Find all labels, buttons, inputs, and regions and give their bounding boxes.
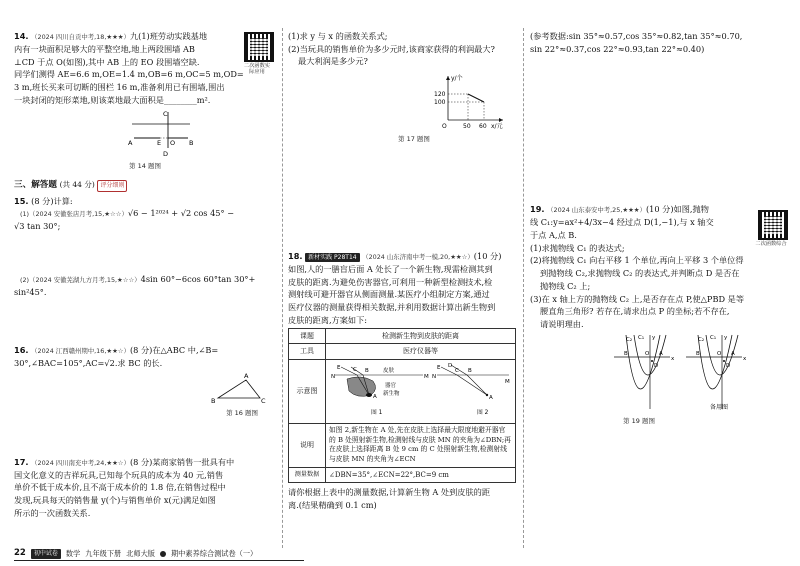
question-text: (8 分)在△ABC 中,∠B= [129,345,219,356]
graph-label: B [624,350,628,357]
point-label: O [170,139,176,148]
diagram-figures [327,361,513,419]
point-label: B [189,139,194,148]
point-label: E [157,139,162,148]
page-number: 22 [14,548,26,559]
footer-rule [14,560,304,561]
question-part: 腰直角三角形? 若存在,请求出点 P 的坐标;若不存在, [540,306,730,317]
part-1 [14,207,276,220]
graph-label: O [717,350,722,357]
figure-label: D [448,362,453,369]
spare-graph [686,335,747,411]
qr-code[interactable] [244,32,274,62]
section-header [14,178,276,192]
question-number: 19. [530,204,545,215]
section-title: 三、解答题 [14,180,57,191]
question-text: 同学们测得 AE=6.6 m,OE=1.4 m,OB=6 m,OC=5 m,OD= [14,69,244,80]
qr-caption: 二次函数综合 [755,241,787,247]
graph-label: y [724,334,728,341]
question-text: 于点 A,点 B. [530,230,577,241]
graph-label: C₁ [710,334,717,341]
figure-label: E [437,364,441,371]
expression: √6 − 1²⁰²⁴ + √2 cos 45° − [127,208,235,219]
main-graph [614,335,675,409]
footer-subject: 数学 [65,549,81,559]
table-row [289,423,516,467]
brand-logo: 初中试卷 [31,549,61,558]
question-text: 九(1)班劳动实践基地 [129,31,208,41]
figure-caption: 第 19 题图 [623,417,655,426]
figure-label: N [432,373,437,380]
question-number: 18. [288,250,303,261]
question-18-tail [288,486,516,511]
tick-label: 60 [479,123,487,131]
figure-caption: 图 2 [477,409,489,416]
figure-label: C [455,367,459,374]
graph-label: O [645,350,650,357]
question-part: 最大利润是多少元? [298,56,368,67]
reference-data [530,30,788,55]
graph-label: C₂ [698,336,705,343]
question-text: 3 m,班长买来可切断的围栏 16 m,准备利用已有围墙,围出 [14,82,225,93]
plan-table [288,328,516,483]
question-text: 请你根据上表中的测量数据,计算新生物 A 处到皮肤的距 [288,487,491,498]
figure-label: A [373,393,377,400]
point-label: D [163,150,169,159]
footer-dot-icon [160,551,166,557]
figure-label: E [337,364,341,371]
question-text: (10 分)如图,抛物 [645,204,709,215]
table-cell: 检测新生物到皮肤的距离 [326,329,516,344]
answer-space [288,144,516,250]
figure-label: B [468,367,472,374]
table-cell: 医疗仪器等 [326,344,516,359]
table-header-cell: 示意图 [289,359,326,423]
table-cell-diagram [326,359,516,423]
question-source: （2024 山东济南中考一模,20,★★☆） [362,252,474,261]
footer-title: 期中素养综合测试卷（一） [170,549,258,559]
expression: sin²45°. [14,286,47,297]
figure-17 [288,70,516,130]
table-row [289,359,516,423]
figure-label: A [489,394,493,401]
point-label: C [261,397,266,406]
table-row [289,329,516,344]
qr-code[interactable] [758,210,788,240]
question-text: 医疗仪器的测量获得相关数据,并利用数据计算出新生物到 [288,301,496,312]
graph-label: A [731,350,735,357]
figure-label: C [353,366,357,373]
question-text: 离.(结果精确到 0.1 cm) [288,499,377,510]
figure-label: 皮肤 [383,367,395,374]
question-text: 测射线可避开器官从侧面测量.某医疗小组制定方案,通过 [288,289,490,300]
question-17-continued [288,30,516,68]
answer-space [530,55,788,203]
column-middle [288,30,516,514]
question-part: (1)求抛物线 C₁ 的表达式; [530,242,625,253]
question-text: (8 分)计算: [31,195,73,206]
question-text: 国文化意义的吉祥玩具,已知每个玩具的成本为 40 元,销售 [14,469,224,480]
qr-caption: 二次函数实际应用 [244,63,270,76]
figure-caption: 第 16 题图 [226,408,258,417]
column-divider [282,28,283,548]
question-text: 线 C₁:y=ax²+4/3x−4 经过点 D(1,−1),与 x 轴交 [530,217,714,228]
answer-space [14,233,276,273]
question-source: (1)（2024 安徽张店月考,15,★☆☆） [20,210,128,219]
table-header-cell: 课题 [289,329,326,344]
question-source: （2024 四川南充中考,24,★★☆） [31,458,130,467]
question-text: 单价不低于成本价,且不高于成本价的 1.8 倍,在销售过程中 [14,482,226,493]
tick-label: 120 [434,91,446,99]
graph-label: A [659,350,663,357]
axis-label: y/个 [451,75,463,83]
point-label: C [163,110,168,119]
question-part: (3)在 x 轴上方的抛物线 C₂ 上,是否存在点 P,使△PBD 是等 [530,293,745,304]
question-text: 如图,人的一膳盲后面 A 处长了一个新生物,现需检测其到 [288,263,493,274]
graph-label: D [654,362,659,369]
question-source: （2024 山东泰安中考,25,★★★） [547,206,646,215]
figure-caption: 第 17 题图 [398,134,430,143]
graph-label: D [726,362,731,369]
question-source: （2024 四川自贡中考,18,★★★） [31,33,130,41]
table-cell: 如图 2,新生物在 A 处,先在皮肤上选择最大限度地避开器官的 B 处照射新生物,检测射线与皮肤 MN 的夹角为∠DBN;再在皮肤上选择距离 B 处 9 cm 的 C 处照射新生物,检测射线与皮肤 MN 的夹角为∠ECN [326,423,516,467]
question-source: (2)（2024 安徽芜湖九方月考,15,★☆☆） [20,275,141,284]
question-number: 14. [14,31,29,41]
question-14 [14,30,276,106]
figure-label: N [331,373,336,380]
answer-space [14,418,276,456]
graph-label: x [671,355,675,362]
question-part: 抛物线 C₂ 上; [540,280,591,291]
question-text: ⊥CD 于点 O(如图),其中 AB 上的 EO 段围墙空缺. [14,56,200,67]
expression: 4sin 60°−6cos 60°tan 30°+ [140,273,256,284]
figure-label: B [365,367,369,374]
column-divider [523,28,524,548]
figure-label: M [505,378,510,385]
spare-graph-caption: 备用图 [710,403,729,411]
tick-label: 100 [434,99,446,107]
question-text: 皮肤的距离.为避免伤害器官,可利用一种新型检测技术,检 [288,276,493,287]
section-points: (共 44 分) [59,180,95,190]
question-text: 皮肤的距离,方案如下: [288,314,368,325]
question-number: 16. [14,345,29,356]
question-19 [530,203,788,330]
question-part: (1)求 y 与 x 的函数关系式; [288,31,388,41]
question-text: 内有一块面积足够大的平整空地,地上两段围墙 AB [14,43,195,54]
page-footer [14,548,304,560]
question-part: 到抛物线 C₂,求抛物线 C₂ 的表达式,并判断点 D 是否在 [540,268,740,279]
question-16 [14,344,276,370]
figure-19 [530,333,788,413]
table-row [289,344,516,359]
graph-label: C₁ [638,334,645,341]
textbook-badge[interactable]: 新材实践 P28T14 [305,253,359,262]
question-number: 15. [14,195,29,206]
question-part: 请说明理由. [540,318,584,329]
answer-space [14,300,276,344]
tick-label: O [442,123,447,131]
question-part: (2)当玩具的销售单价为多少元时,该商家获得的利润最大? [288,43,495,54]
expression: √3 tan 30°; [14,221,61,232]
figure-label: 器官 [385,382,397,389]
axis-label: x/元 [491,123,503,131]
footer-grade: 九年级下册 [85,549,122,559]
point-label: B [211,397,216,406]
column-right [530,30,788,426]
question-text: 一块封闭的矩形菜地,则该菜地最大面积是________m². [14,94,211,105]
question-18 [288,250,516,326]
figure-caption: 第 14 题图 [129,162,161,171]
table-header-cell: 测量数据 [289,468,326,483]
scoring-badge[interactable]: 评分细则 [97,180,127,191]
question-source: （2024 江西赣州期中,16,★★☆） [31,347,130,356]
table-row [289,468,516,483]
figure-label: M [424,373,429,380]
footer-edition: 北师大版 [126,549,155,559]
question-text: (8 分)某商家销售一批具有中 [129,456,235,467]
figure-16 [14,372,276,406]
table-header-cell: 说明 [289,423,326,467]
question-text: 发现,玩具每天的销售量 y(个)与销售单价 x(元)满足如图 [14,495,216,506]
graph-label: C₂ [626,336,633,343]
point-label: A [244,372,249,381]
question-15 [14,195,276,299]
question-text: 30°,∠BAC=105°,AC=√2.求 BC 的长. [14,358,163,369]
reference-text: sin 22°≈0.37,cos 22°≈0.93,tan 22°≈0.40) [530,43,705,54]
point-label: A [128,139,133,148]
table-cell: ∠DBN=35°,∠ECN=22°,BC=9 cm [326,468,516,483]
column-left [14,30,276,522]
part-2 [14,273,276,286]
graph-label: B [696,350,700,357]
figure-14 [14,108,276,160]
question-text: (10 分) [473,250,502,261]
graph-label: y [652,334,656,341]
question-part: (2)将抛物线 C₁ 向右平移 1 个单位,再向上平移 3 个单位得 [530,255,744,266]
tick-label: 50 [463,123,471,131]
figure-label: 新生物 [383,390,400,397]
question-number: 17. [14,456,29,467]
question-17 [14,456,276,520]
figure-caption: 图 1 [371,409,383,416]
reference-text: (参考数据:sin 35°≈0.57,cos 35°≈0.82,tan 35°≈0.70, [530,31,743,41]
table-header-cell: 工具 [289,344,326,359]
graph-label: x [743,355,747,362]
question-text: 所示的一次函数关系. [14,507,91,518]
